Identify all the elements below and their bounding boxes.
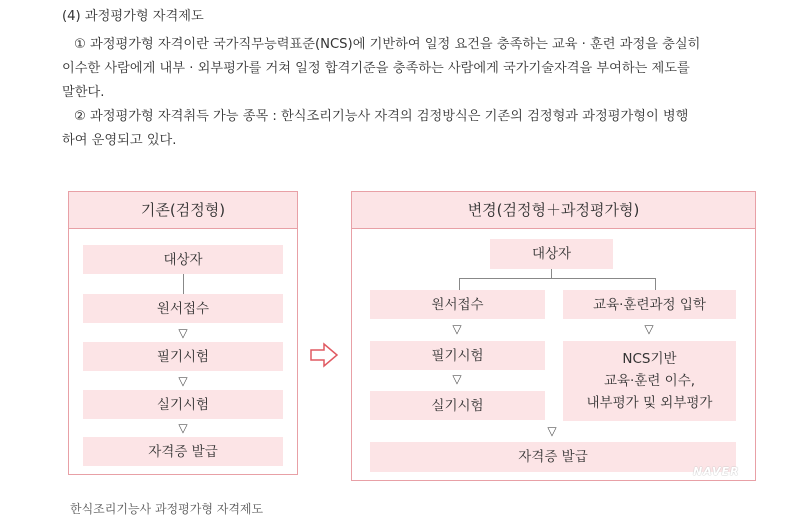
- right-box-title: 변경(검정형＋과정평가형): [352, 192, 755, 229]
- left-down-triangle-3: ▽: [178, 421, 188, 435]
- ncs-line-2: 교육·훈련 이수,: [603, 373, 696, 389]
- left-down-triangle-2: ▽: [178, 374, 188, 388]
- section-heading: (4) 과정평가형 자격제도: [62, 9, 204, 24]
- figure-caption: 한식조리기능사 과정평가형 자격제도: [70, 502, 264, 516]
- naver-watermark: NAVER: [693, 465, 740, 478]
- right-step-application: 원서접수: [370, 290, 545, 319]
- paragraph-1-line-2: 이수한 사람에게 내부 · 외부평가를 거쳐 일정 합격기준을 충족하는 사람에게 국가기술자격을 부여하는 제도를: [62, 61, 690, 76]
- left-step-written-exam: 필기시험: [83, 342, 283, 371]
- right-down-triangle-a1: ▽: [452, 322, 462, 336]
- right-step-ncs-training: [563, 341, 736, 421]
- right-down-triangle-bottom: ▽: [547, 424, 557, 438]
- left-connector-line: [183, 274, 184, 294]
- right-connector-top: [551, 269, 552, 278]
- right-step-written-exam: 필기시험: [370, 341, 545, 370]
- paragraph-2-line-1: ② 과정평가형 자격취득 가능 종목 : 한식조리기능사 자격의 검정방식은 기존의 검정형과 과정평가형이 병행: [74, 109, 689, 124]
- left-step-certificate: 자격증 발급: [83, 437, 283, 466]
- right-down-triangle-a2: ▽: [452, 372, 462, 386]
- right-step-target: 대상자: [490, 239, 613, 269]
- paragraph-2-line-2: 하여 운영되고 있다.: [62, 133, 177, 148]
- right-step-practical-exam: 실기시험: [370, 391, 545, 420]
- ncs-line-3: 내부평가 및 외부평가: [586, 395, 713, 411]
- paragraph-1-line-3: 말한다.: [62, 85, 105, 100]
- transition-arrow-icon: [309, 342, 339, 368]
- left-step-practical-exam: 실기시험: [83, 390, 283, 419]
- left-box-title: 기존(검정형): [69, 192, 297, 229]
- right-connector-right: [655, 278, 656, 290]
- ncs-line-1: NCS기반: [622, 351, 677, 367]
- diagram-left-box: [68, 191, 298, 475]
- paragraph-1-line-1: ① 과정평가형 자격이란 국가직무능력표준(NCS)에 기반하여 일정 요건을 충족하는 교육 · 훈련 과정을 충실히: [74, 37, 701, 52]
- right-step-training-entry: 교육·훈련과정 입학: [563, 290, 736, 319]
- right-step-certificate: 자격증 발급: [370, 442, 736, 472]
- left-step-application: 원서접수: [83, 294, 283, 323]
- paragraph-1: [62, 33, 762, 105]
- right-connector-left: [459, 278, 460, 290]
- paragraph-2: [62, 105, 762, 153]
- right-connector-branch: [459, 278, 655, 279]
- right-down-triangle-b1: ▽: [644, 322, 654, 336]
- left-down-triangle-1: ▽: [178, 326, 188, 340]
- left-step-target: 대상자: [83, 245, 283, 274]
- diagram-right-box: [351, 191, 756, 481]
